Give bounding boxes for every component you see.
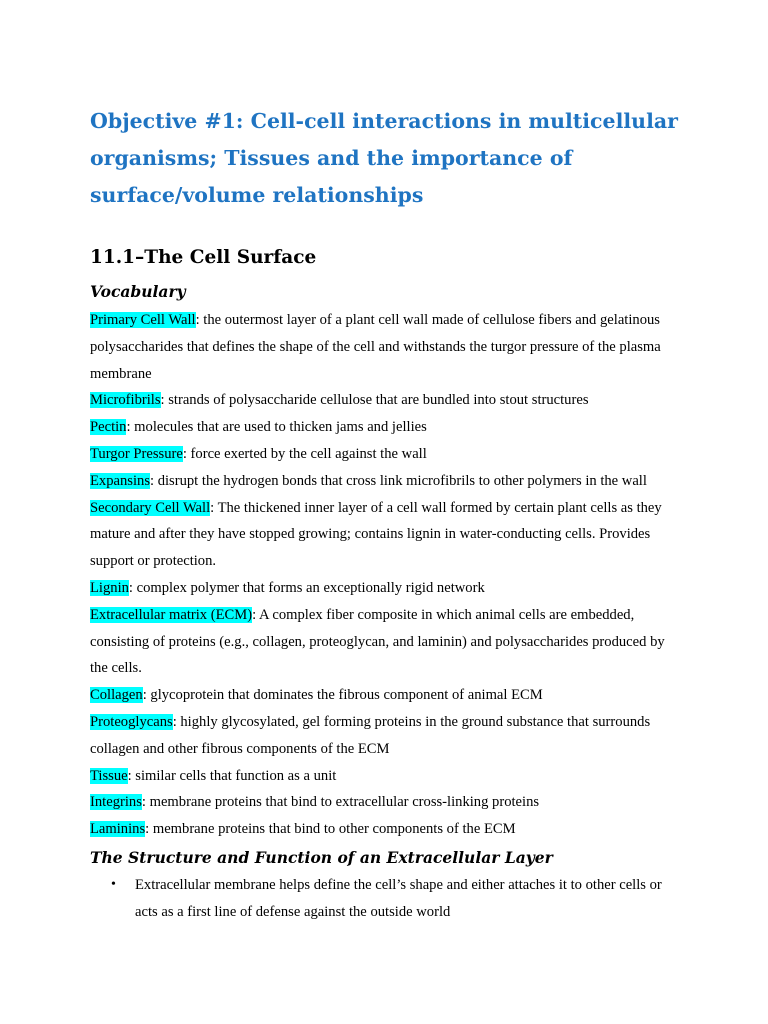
vocab-definition: : strands of polysaccharide cellulose that are bundled into stout structures [160, 392, 589, 409]
vocab-definition: : similar cells that function as a unit [127, 767, 337, 784]
vocab-entry-laminins [90, 816, 682, 843]
vocab-definition: : The thickened inner layer of a cell wall formed by certain plant cells as they mature and after they have stopped growing; contains lignin in water-conducting cells. Provides support or protection. [90, 499, 662, 570]
vocab-entry-microfibrils [90, 387, 682, 414]
vocab-entry-tissue [90, 763, 682, 790]
vocab-definition: : glycoprotein that dominates the fibrous component of animal ECM [142, 687, 543, 704]
vocab-term: Secondary Cell Wall [90, 499, 211, 516]
objective-title: Objective #1: Cell-cell interactions in multicellular organisms; Tissues and the importance of surface/volume relationships [90, 109, 678, 207]
vocab-entry-primary-cell-wall [90, 307, 682, 387]
bullet-item [90, 872, 680, 926]
structure-function-heading: The Structure and Function of an Extracellular Layer [90, 848, 553, 867]
vocabulary-heading: Vocabulary [90, 282, 186, 301]
vocab-term: Integrins [90, 794, 142, 811]
vocab-definition: : force exerted by the cell against the wall [182, 445, 427, 462]
vocab-entry-lignin [90, 575, 682, 602]
vocab-term: Lignin [90, 579, 129, 596]
bullet-list [90, 872, 680, 926]
vocab-entry-pectin [90, 414, 682, 441]
vocab-term: Expansins [90, 472, 150, 489]
vocab-term: Laminins [90, 821, 146, 838]
vocab-entry-proteoglycans [90, 709, 682, 763]
vocab-term: Extracellular matrix (ECM) [90, 606, 253, 623]
vocab-definition: : molecules that are used to thicken jams and jellies [126, 419, 427, 436]
vocab-definition: : A complex fiber composite in which animal cells are embedded, consisting of proteins (e.g., collagen, proteoglycan, and laminin) and polysaccharides produced by the cells. [90, 606, 665, 677]
vocab-definition: : complex polymer that forms an exceptionally rigid network [128, 579, 485, 596]
vocab-entry-collagen [90, 682, 682, 709]
vocab-definition: : highly glycosylated, gel forming proteins in the ground substance that surrounds collagen and other fibrous components of the ECM [90, 713, 651, 757]
vocab-entry-extracellular-matrix [90, 602, 682, 682]
vocab-definition: : the outermost layer of a plant cell wall made of cellulose fibers and gelatinous polysaccharides that defines the shape of the cell and withstands the turgor pressure of the plasma membrane [90, 312, 661, 382]
vocab-definition: : membrane proteins that bind to other components of the ECM [145, 821, 516, 838]
vocab-term: Microfibrils [90, 392, 161, 409]
vocab-term: Tissue [90, 767, 128, 784]
vocab-term: Proteoglycans [90, 713, 173, 730]
bullet-text: Extracellular membrane helps define the cell’s shape and either attaches it to other cells or acts as a first line of defense against the outside world [135, 877, 662, 920]
vocab-entry-secondary-cell-wall [90, 495, 682, 575]
vocabulary-list [90, 307, 682, 843]
vocab-entry-turgor-pressure [90, 441, 682, 468]
vocab-term: Primary Cell Wall [90, 312, 196, 328]
vocab-definition: : disrupt the hydrogen bonds that cross link microfibrils to other polymers in the wall [150, 472, 647, 489]
bullet-icon: • [111, 877, 116, 892]
vocab-term: Turgor Pressure [90, 445, 183, 462]
vocab-definition: : membrane proteins that bind to extracellular cross-linking proteins [141, 794, 540, 811]
vocab-entry-integrins [90, 789, 682, 816]
vocab-term: Pectin [90, 419, 127, 436]
vocab-term: Collagen [90, 687, 143, 704]
section-heading: 11.1–The Cell Surface [90, 247, 317, 268]
vocab-entry-expansins [90, 468, 682, 495]
